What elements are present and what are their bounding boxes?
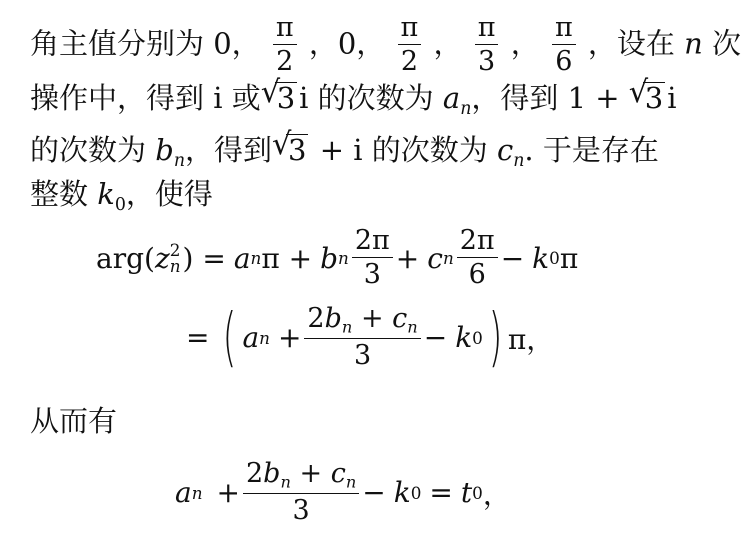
coefficient-2: 2 (245, 458, 264, 489)
fraction-2pi-over-6 (457, 227, 498, 290)
fraction-pi-over-3 (475, 14, 499, 77)
pi-symbol: π (559, 241, 579, 275)
line2-text-d: i (667, 81, 677, 115)
coefficient-2: 2 (307, 303, 325, 334)
text-line-3 (30, 127, 659, 172)
line3-text-b: ，得到 (185, 133, 273, 167)
close-paren-equals: ) = (182, 241, 226, 275)
subscript-0: 0 (472, 482, 483, 503)
line2-text-b: i 的次数为 (299, 81, 434, 115)
line1-text-d: ， (510, 26, 540, 61)
subscript-n: n (513, 151, 525, 172)
variable-a: a (175, 476, 192, 509)
variable-b: b (155, 133, 174, 167)
fraction-numerator: 2π (352, 227, 393, 258)
pi-tail: π， (507, 322, 555, 356)
subscript-n: n (280, 472, 291, 492)
line4-text-a: 整数 (30, 177, 89, 211)
fraction-2pi-over-3 (352, 227, 393, 290)
equation-arg-z (96, 227, 578, 290)
variable-n: n (684, 26, 703, 61)
line3-text-a: 的次数为 (30, 133, 147, 167)
fraction-numerator: π (273, 14, 297, 45)
variable-t: t (460, 476, 473, 509)
equation-continued (186, 300, 555, 375)
variable-a: a (233, 241, 251, 275)
fraction-denominator: 3 (353, 339, 372, 371)
subscript-n: n (173, 151, 186, 172)
fraction-numerator (243, 460, 359, 494)
equals-sign: = (429, 476, 453, 509)
subscript-n: n (338, 248, 349, 269)
text-line-2 (30, 75, 677, 120)
fraction-2bn-plus-cn-over-3 (243, 460, 359, 525)
line1-text-f: 次 (712, 26, 741, 61)
superscript-2: 2 (169, 239, 181, 260)
variable-k: k (532, 241, 550, 275)
line3-text-c: + i 的次数为 (319, 133, 488, 167)
subscript-n: n (345, 472, 357, 492)
sqrt-3: √ 3 (272, 127, 307, 167)
plus-sign: + (277, 321, 302, 354)
fraction-2bn-plus-cn-over-3 (304, 305, 420, 370)
z-scripts (169, 239, 181, 277)
subscript-n: n (191, 482, 203, 503)
arg-function: arg( (96, 241, 155, 275)
fraction-pi-over-6 (552, 14, 576, 77)
equals-sign: = (186, 321, 210, 354)
variable-a: a (442, 81, 461, 115)
fraction-denominator: 3 (478, 46, 496, 78)
variable-b: b (324, 303, 342, 334)
equation-result (175, 460, 511, 525)
subscript-0: 0 (410, 482, 422, 503)
minus-sign: − (500, 241, 525, 275)
subscript-0: 0 (549, 248, 560, 269)
fraction-numerator (304, 305, 420, 339)
plus-sign: + (299, 458, 323, 489)
variable-c: c (330, 458, 346, 489)
pi-plus: π + (261, 241, 313, 275)
subscript-n: n (407, 317, 418, 337)
fraction-numerator: π (398, 14, 422, 45)
line3-text-d: . 于是存在 (524, 133, 659, 167)
line5-text: 从而有 (30, 404, 118, 438)
subscript-n: n (460, 99, 472, 120)
fraction-numerator: π (552, 14, 576, 45)
radical-sign-icon: √ (272, 127, 292, 162)
variable-k: k (97, 177, 115, 211)
text-line-5 (30, 404, 118, 438)
fraction-denominator: 2 (400, 46, 418, 78)
variable-b: b (320, 241, 339, 275)
text-line-1 (30, 14, 741, 77)
line2-text-a: 操作中，得到 i 或 (30, 81, 261, 115)
minus-sign: − (362, 476, 386, 509)
minus-sign: − (423, 321, 448, 354)
plus-sign: + (395, 241, 420, 275)
plus-sign: + (216, 476, 240, 509)
fraction-numerator: π (475, 14, 499, 45)
left-paren: ( (223, 300, 237, 375)
fraction-pi-over-2-second (398, 14, 422, 77)
line1-text-e: ，设在 (587, 26, 675, 61)
fraction-numerator: 2π (457, 227, 498, 258)
fraction-denominator: 6 (555, 46, 573, 78)
fraction-denominator: 3 (363, 259, 381, 291)
variable-b: b (263, 458, 281, 489)
sqrt-3: √ 3 (628, 75, 664, 115)
radical-sign-icon: √ (628, 75, 649, 110)
subscript-0: 0 (114, 195, 126, 216)
line1-text-c: ， (433, 26, 463, 61)
variable-c: c (496, 133, 514, 167)
variable-c: c (427, 241, 443, 275)
variable-a: a (242, 321, 260, 354)
radical-sign-icon: √ (260, 75, 281, 110)
variable-k: k (393, 476, 411, 509)
comma: ， (482, 477, 511, 511)
fraction-denominator: 3 (292, 494, 310, 526)
subscript-n: n (259, 327, 270, 348)
plus-sign: + (360, 303, 384, 334)
line1-text-b: ，0， (308, 26, 386, 61)
line1-text-a: 角主值分别为 0， (30, 26, 261, 61)
subscript-n: n (442, 248, 454, 269)
subscript-n: n (250, 248, 262, 269)
subscript-n: n (169, 256, 181, 277)
line4-text-b: ，使得 (125, 177, 213, 211)
subscript-n: n (341, 317, 353, 337)
fraction-pi-over-2 (273, 14, 297, 77)
line2-text-c: ，得到 1 + (471, 81, 620, 115)
right-paren: ) (488, 300, 503, 375)
fraction-denominator: 2 (276, 46, 294, 78)
subscript-0: 0 (472, 327, 483, 348)
sqrt-3: √ 3 (260, 75, 296, 115)
variable-z: z (154, 241, 170, 275)
fraction-denominator: 6 (468, 259, 486, 291)
variable-c: c (392, 303, 408, 334)
text-line-4 (30, 177, 213, 216)
variable-k: k (455, 321, 473, 354)
